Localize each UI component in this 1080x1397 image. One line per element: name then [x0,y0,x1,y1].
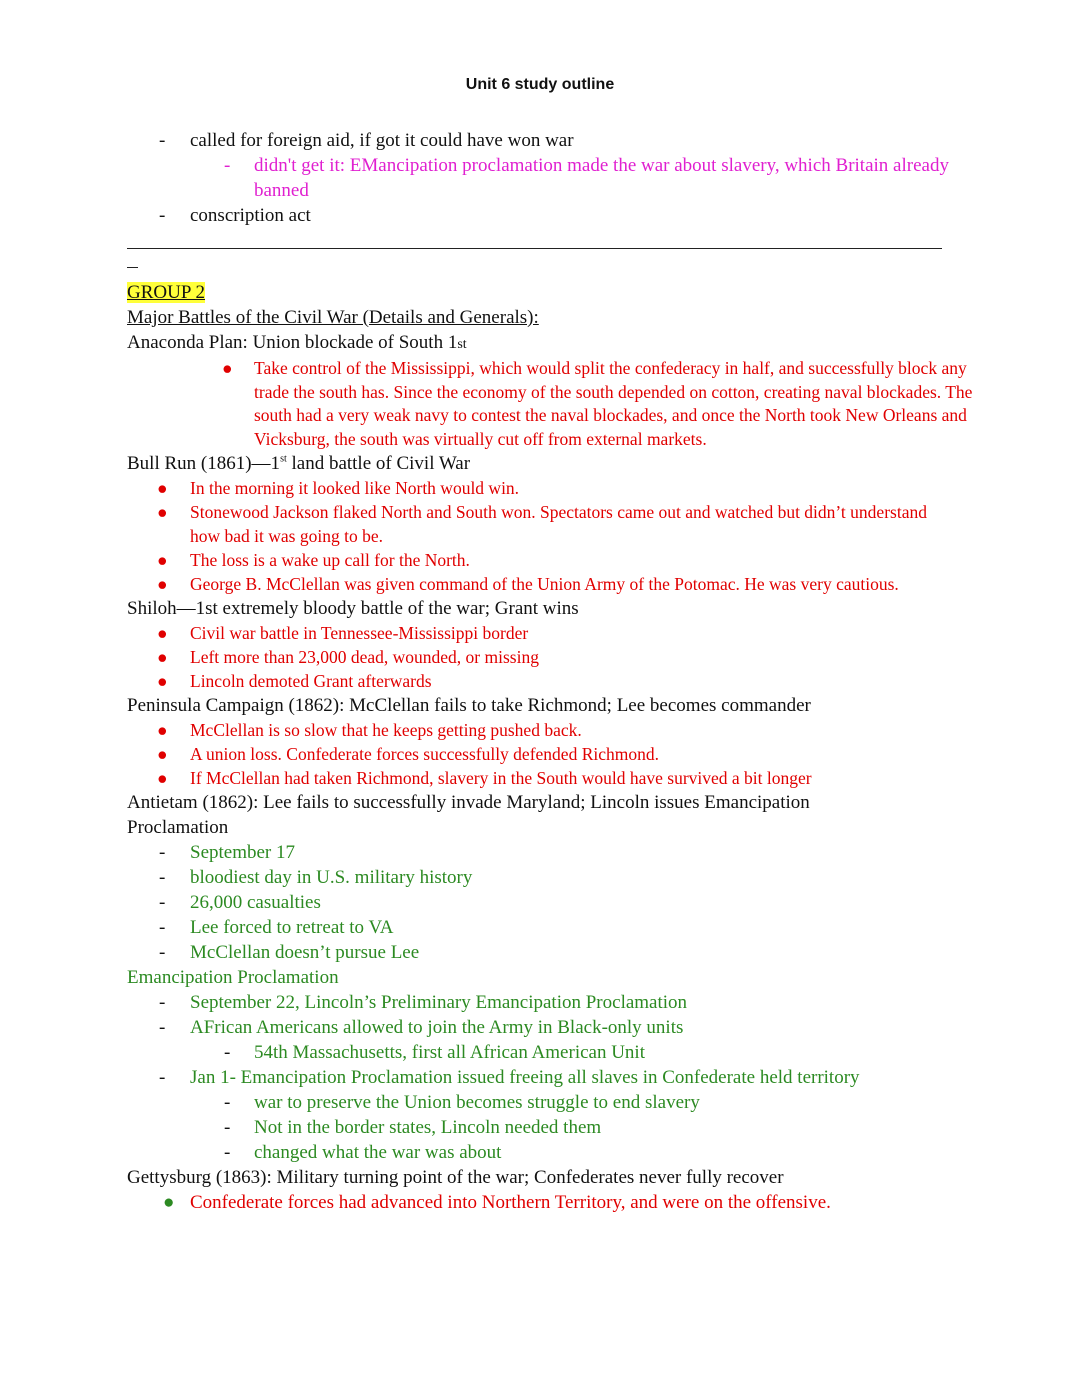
bullet-marker: ● [157,647,168,668]
dash-marker: - [224,1092,231,1114]
bullet-marker: ● [157,744,168,765]
bullrun-heading [127,451,957,476]
bullet-marker: ● [157,720,168,741]
bullet-marker: ● [157,768,168,789]
bullrun-bullet [127,500,950,548]
shiloh-bullet-text: Civil war battle in Tennessee-Mississippi border [190,623,529,644]
antietam-item [127,940,957,965]
emancipation-sub-item-text: war to preserve the Union becomes struggle to end slavery [254,1092,700,1114]
emancipation-sub-item-text: Not in the border states, Lincoln needed them [254,1117,602,1139]
emancipation-item [127,990,957,1015]
emancipation-sub-item [127,1090,957,1115]
emancipation-item-text: Jan 1- Emancipation Proclamation issued freeing all slaves in Confederate held territory [190,1067,860,1089]
gettysburg-heading: Gettysburg (1863): Military turning point of the war; Confederates never fully recover [127,1167,784,1189]
dash-marker: - [159,892,166,914]
shiloh-bullet [127,669,957,693]
bullrun-bullet [127,572,950,596]
document-body [127,128,973,1215]
page-title: Unit 6 study outline [465,76,615,93]
anaconda-heading-text: Anaconda Plan: Union blockade of South 1 [127,332,458,353]
intro-sub-item [127,153,954,203]
peninsula-bullet [127,766,957,790]
antietam-item-text: Lee forced to retreat to VA [190,917,394,939]
shiloh-bullet-text: Left more than 23,000 dead, wounded, or missing [190,647,539,668]
antietam-item [127,840,957,865]
gettysburg-bullet [127,1190,957,1215]
shiloh-bullet [127,645,957,669]
intro-item-text: conscription act [190,205,311,226]
emancipation-item [127,1065,957,1090]
antietam-heading: Antietam (1862): Lee fails to successfully invade Maryland; Lincoln issues Emancipation [127,792,810,814]
bullet-marker: ● [163,1192,175,1214]
dash-marker: - [159,867,166,889]
bullrun-bullet-text: George B. McClellan was given command of the Union Army of the Potomac. He was very cautious. [190,574,899,595]
anaconda-heading [127,330,957,357]
emancipation-item-text: September 22, Lincoln’s Preliminary Emancipation Proclamation [190,992,688,1014]
shiloh-bullet-text: Lincoln demoted Grant afterwards [190,671,432,692]
bullet-marker: ● [157,502,168,523]
gettysburg-bullet-text: Confederate forces had advanced into Northern Territory, and were on the offensive. [190,1192,831,1214]
antietam-item-text: 26,000 casualties [190,892,321,914]
emancipation-heading: Emancipation Proclamation [127,967,339,989]
antietam-item [127,915,957,940]
emancipation-sub-item-text: changed what the war was about [254,1142,502,1164]
dash-marker: - [159,842,166,864]
bullrun-bullet-text: The loss is a wake up call for the North. [190,550,470,571]
bullrun-bullet [127,548,950,572]
peninsula-bullet-text: McClellan is so slow that he keeps getting pushed back. [190,720,582,741]
dash-marker: - [224,1142,231,1164]
dash-marker: - [224,155,231,176]
emancipation-sub-item [127,1040,957,1065]
dash-marker: - [159,205,166,226]
peninsula-heading: Peninsula Campaign (1862): McClellan fails to take Richmond; Lee becomes commander [127,695,811,717]
peninsula-bullet-text: A union loss. Confederate forces successfully defended Richmond. [190,744,659,765]
bullet-marker: ● [157,623,168,644]
peninsula-bullet [127,718,957,742]
antietam-heading-cont: Proclamation [127,817,229,839]
bullrun-bullet [127,476,950,500]
dash-marker: - [224,1042,231,1064]
anaconda-heading-suffix: st [457,337,467,352]
group-label-line [127,280,957,305]
bullrun-heading-b: land battle of Civil War [286,453,471,475]
dash-marker: - [159,992,166,1014]
shiloh-bullet [127,621,957,645]
emancipation-sub-item [127,1115,957,1140]
dash-marker: - [159,917,166,939]
bullet-marker: ● [157,478,168,499]
emancipation-sub-item [127,1140,957,1165]
antietam-item-text: September 17 [190,842,296,864]
bullrun-bullet-text: Stonewood Jackson flaked North and South won. Spectators came out and watched but didn’t understand how bad it was going to be. [190,502,927,547]
anaconda-bullet [127,357,974,451]
bullrun-bullet-text: In the morning it looked like North would win. [190,478,520,499]
intro-item-text: called for foreign aid, if got it could have won war [190,130,574,151]
section-title: Major Battles of the Civil War (Details and Generals): [127,307,539,328]
antietam-item [127,890,957,915]
dash-marker: - [159,1017,166,1039]
bullet-marker: ● [157,574,168,595]
dash-marker: - [224,1117,231,1139]
dash-marker: - [159,1067,166,1089]
intro-item [127,203,957,228]
antietam-item [127,865,957,890]
emancipation-item-text: AFrican Americans allowed to join the Army in Black-only units [190,1017,684,1039]
emancipation-sub-item-text: 54th Massachusetts, first all African American Unit [254,1042,645,1064]
group-label: GROUP 2 [127,282,205,303]
intro-item [127,128,957,153]
bullrun-heading-a: Bull Run (1861)—1 [127,453,281,475]
bullet-marker: ● [222,358,233,378]
antietam-item-text: bloodiest day in U.S. military history [190,867,473,889]
bullet-marker: ● [157,671,168,692]
emancipation-item [127,1015,957,1040]
peninsula-bullet [127,742,957,766]
dash-marker: - [159,130,166,151]
bullet-marker: ● [157,550,168,571]
peninsula-bullet-text: If McClellan had taken Richmond, slavery in the South would have survived a bit longer [190,768,812,789]
intro-sub-item-text: didn't get it: EMancipation proclamation made the war about slavery, which Britain already banned [254,155,949,201]
bullrun-heading-sup: st [280,454,287,466]
dash-marker: - [159,942,166,964]
antietam-item-text: McClellan doesn’t pursue Lee [190,942,420,964]
anaconda-bullet-text: Take control of the Mississippi, which would split the confederacy in half, and successfully block any trade the south has. Since the economy of the south depended on cotton, creating naval blockades. The south had a very weak navy to contest the naval blockades, and once the North took New Orleans and Vicksburg, the south was virtually cut off from external markets. [254,358,973,449]
shiloh-heading: Shiloh—1st extremely bloody battle of the war; Grant wins [127,598,579,620]
